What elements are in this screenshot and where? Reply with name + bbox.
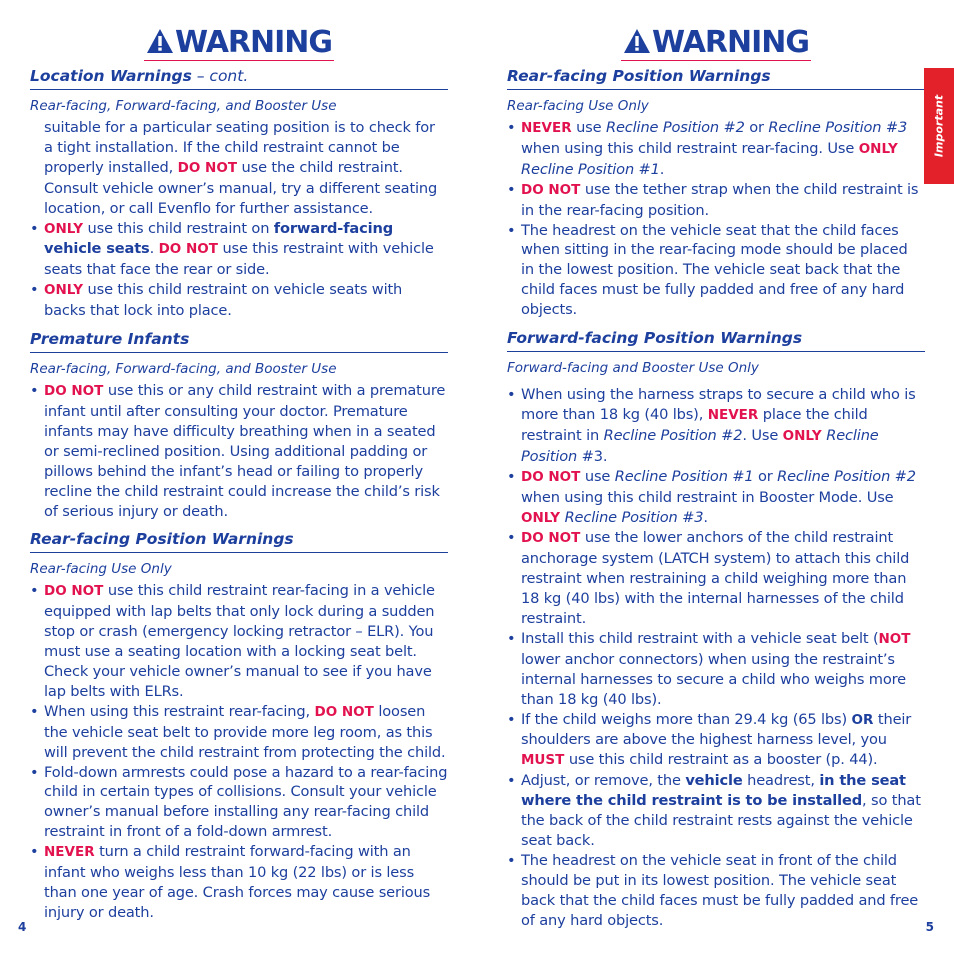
title-underline <box>144 60 334 61</box>
list-item: • DO NOT use this child restraint rear-facing in a vehicle equipped with lap belts that only lock during a sudden stop or crash (emergency locking retractor – ELR). You must use a seating location with a locking seat belt. Check your vehicle owner’s manual to see if you have lap belts with ELRs. <box>30 582 435 700</box>
warning-title-text: WARNING <box>174 25 333 60</box>
list-item: • If the child weighs more than 29.4 kg (65 lbs) OR their shoulders are above the highest harness level, you MUST use this child restraint as a booster (p. 44). <box>507 710 912 769</box>
bullet-list <box>30 381 448 521</box>
title-underline <box>621 60 811 61</box>
important-tab <box>924 68 954 184</box>
list-item: • DO NOT use Recline Position #1 or Recline Position #2 when using this child restraint in Booster Mode. Use ONLY Recline Position #3. <box>507 467 916 526</box>
warning-title <box>30 26 448 61</box>
section-subheading: Rear-facing, Forward-facing, and Booster Use <box>30 98 337 114</box>
continued-paragraph: suitable for a particular seating position is to check for a tight installation. If the child restraint cannot be properly installed, DO NOT use the child restraint. Consult vehicle owner’s manual, try a different seating location, or call Evenflo for further assistance. <box>44 119 438 217</box>
section-subheading: Rear-facing, Forward-facing, and Booster Use <box>30 361 337 378</box>
bullet-list <box>507 118 925 320</box>
list-item: • NEVER turn a child restraint forward-facing with an infant who weighs less than 10 kg (22 lbs) or is less than one year of age. Crash forces may cause serious injury or death. <box>30 843 431 921</box>
list-item: • DO NOT use this or any child restraint with a premature infant until after consulting your doctor. Premature infants may have difficulty breathing when in a seated or semi-reclined position. Using additional padding or pillows behind the infant’s head or failing to properly recline the child restraint could increase the child’s risk of serious injury or death. <box>30 382 446 520</box>
list-item: • When using this restraint rear-facing, DO NOT loosen the vehicle seat belt to provide more leg room, as this will prevent the child restraint from protecting the child. <box>30 702 446 761</box>
warning-title <box>507 26 925 61</box>
list-item: • DO NOT use the tether strap when the child restraint is in the rear-facing position. <box>507 180 919 219</box>
section-heading: Forward-facing Position Warnings <box>507 328 925 352</box>
section-heading: Premature Infants <box>30 329 448 353</box>
right-page <box>507 0 925 954</box>
left-content <box>30 64 448 923</box>
list-item: • The headrest on the vehicle seat in front of the child should be put in its lowest position. The vehicle seat back that the child faces must be fully padded and free of any hard objects. <box>507 851 919 929</box>
list-item: • NEVER use Recline Position #2 or Recline Position #3 when using this child restraint rear-facing. Use ONLY Recline Position #1. <box>507 119 908 178</box>
list-item: • Install this child restraint with a vehicle seat belt (NOT lower anchor connectors) when using the restraint’s internal harnesses to secure a child who weighs more than 18 kg (40 lbs). <box>507 629 911 708</box>
left-page <box>30 0 448 954</box>
page-number: 5 <box>925 920 934 934</box>
section-heading: Rear-facing Position Warnings <box>30 529 448 553</box>
page-number: 4 <box>18 920 27 934</box>
section-heading: Rear-facing Position Warnings <box>507 66 925 90</box>
tab-label: Important <box>932 94 946 158</box>
right-content <box>507 64 925 931</box>
warning-triangle-icon <box>146 28 174 54</box>
section-subheading: Rear-facing Use Only <box>507 98 649 114</box>
list-item: • ONLY use this child restraint on vehicle seats with backs that lock into place. <box>30 281 403 320</box>
warning-title-text: WARNING <box>651 25 810 60</box>
section-subheading: Rear-facing Use Only <box>30 561 172 578</box>
warning-triangle-icon <box>623 28 651 54</box>
list-item: • ONLY use this child restraint on forward-facing vehicle seats. DO NOT use this restraint with vehicle seats that face the rear or side. <box>30 219 434 279</box>
bullet-list <box>30 219 448 322</box>
list-item: • Fold-down armrests could pose a hazard to a rear-facing child in certain types of collisions. Consult your vehicle owner’s manual before installing any rear-facing child restraint in front of a fold-down armrest. <box>30 763 448 841</box>
list-item: • When using the harness straps to secure a child who is more than 18 kg (40 lbs), NEVER place the child restraint in Recline Position #2. Use ONLY Recline Position #3. <box>507 386 916 465</box>
section-subheading: Forward-facing and Booster Use Only <box>507 360 759 377</box>
bullet-list <box>30 581 448 922</box>
list-item: • The headrest on the vehicle seat that the child faces when sitting in the rear-facing mode should be placed in the lowest position. The vehicle seat back that the child faces must be fully padded and free of any hard objects. <box>507 221 908 319</box>
bullet-list <box>507 385 925 930</box>
section-heading: Location Warnings – cont. <box>30 66 448 90</box>
list-item: • DO NOT use the lower anchors of the child restraint anchorage system (LATCH system) to attach this child restraint when restraining a child weighing more than 18 kg (40 lbs) with the internal harnesses of the child restraint. <box>507 529 910 628</box>
list-item: • Adjust, or remove, the vehicle headrest, in the seat where the child restraint is to be installed, so that the back of the child restraint rests against the vehicle seat back. <box>507 772 921 849</box>
